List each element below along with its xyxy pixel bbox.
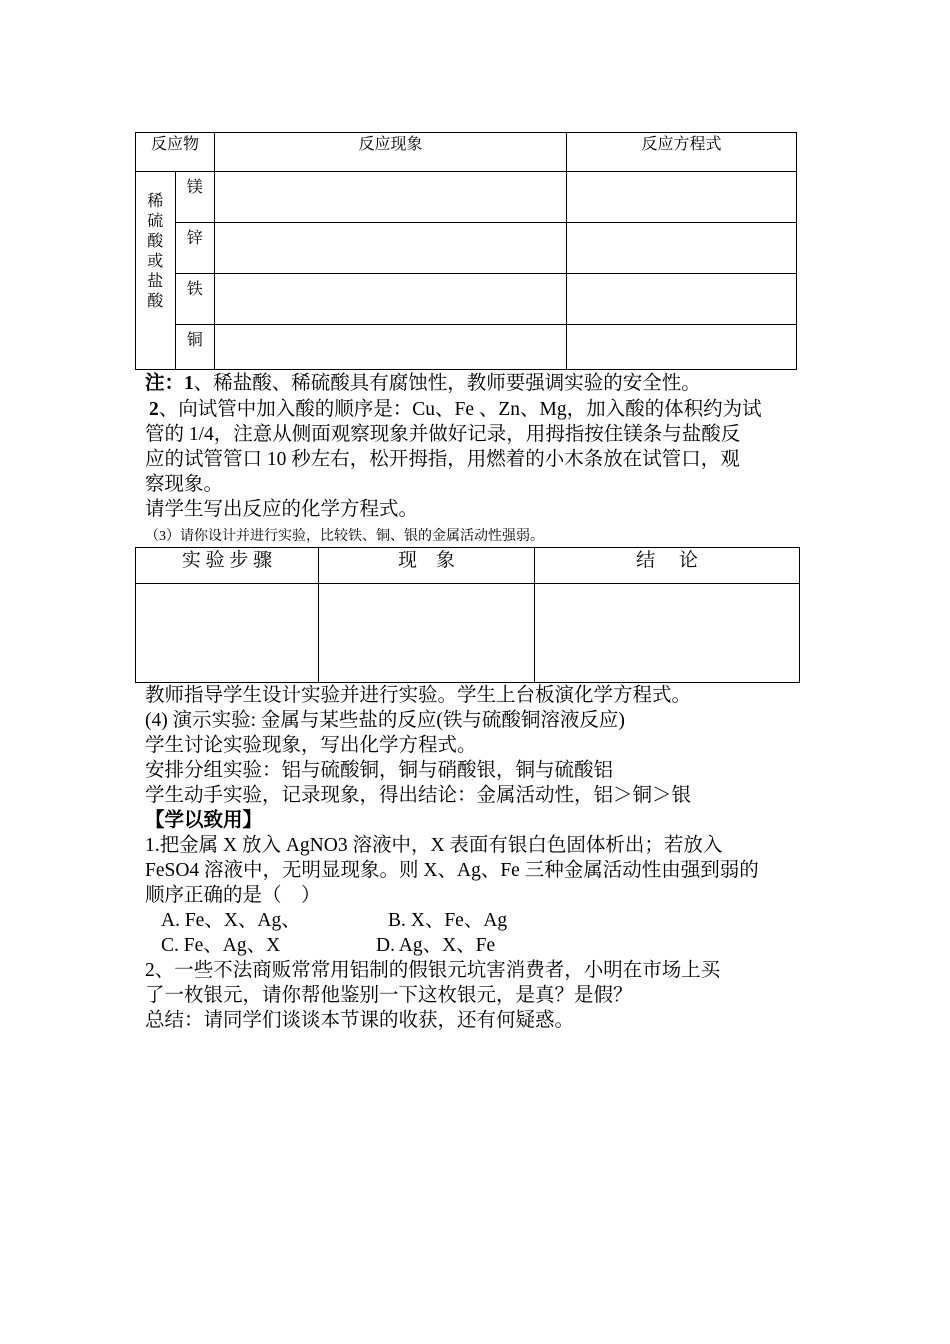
option-b: B. X、Fe、Ag [388, 910, 508, 931]
q1-line-3: 顺序正确的是（ ） [145, 885, 321, 906]
note-line-1: 注：1、稀盐酸、稀硫酸具有腐蚀性，教师要强调实验的安全性。 [145, 373, 701, 394]
cell-equation[interactable] [567, 274, 797, 325]
option-d: D. Ag、X、Fe [376, 935, 496, 956]
reactant-acid-label: 稀 硫 酸 或 盐 酸 [136, 172, 176, 370]
cell-equation[interactable] [567, 172, 797, 223]
metal-zinc: 锌 [175, 223, 215, 274]
experiment-table [135, 547, 800, 683]
metal-iron: 铁 [175, 274, 215, 325]
q1-line-2: FeSO4 溶液中，无明显现象。则 X、Ag、Fe 三种金属活动性由强到弱的 [145, 860, 759, 881]
option-c: C. Fe、Ag、X [161, 935, 281, 956]
cell-phenomenon[interactable] [215, 172, 567, 223]
cell-equation[interactable] [567, 325, 797, 370]
note-line-2: 2、向试管中加入酸的顺序是：Cu、Fe 、Zn、Mg，加入酸的体积约为试 [149, 399, 762, 420]
section-title: 【学以致用】 [145, 810, 263, 831]
header-reactant: 反应物 [136, 133, 215, 172]
q1-line-1: 1.把金属 X 放入 AgNO3 溶液中，X 表面有银白色固体析出；若放入 [145, 835, 723, 856]
note-line-6: 请学生写出反应的化学方程式。 [145, 499, 419, 520]
cell-phenomenon[interactable] [215, 274, 567, 325]
body-line-4: 安排分组实验：铝与硫酸铜，铜与硝酸银，铜与硫酸铝 [145, 760, 614, 781]
q2-line-2: 了一枚银元，请你帮他鉴别一下这枚银元，是真？是假？ [145, 985, 633, 1006]
note-line-4: 应的试管管口 10 秒左右，松开拇指，用燃着的小木条放在试管口，观 [145, 449, 740, 470]
note-line-3: 管的 1/4，注意从侧面观察现象并做好记录，用拇指按住镁条与盐酸反 [145, 424, 741, 445]
body-line-2: (4) 演示实验: 金属与某些盐的反应(铁与硫酸铜溶液反应) [145, 710, 625, 731]
cell-conclusion[interactable] [535, 584, 800, 683]
task-3: （3）请你设计并进行实验，比较铁、铜、银的金属活动性强弱。 [145, 529, 544, 544]
body-line-3: 学生讨论实验现象，写出化学方程式。 [145, 735, 477, 756]
cell-steps[interactable] [136, 584, 319, 683]
body-line-1: 教师指导学生设计实验并进行实验。学生上台板演化学方程式。 [145, 685, 692, 706]
cell-phenomenon[interactable] [215, 223, 567, 274]
header-phenomenon: 现 象 [319, 548, 535, 584]
reaction-table [135, 132, 797, 370]
metal-copper: 铜 [175, 325, 215, 370]
header-equation: 反应方程式 [567, 133, 797, 172]
header-steps: 实 验 步 骤 [136, 548, 319, 584]
header-phenomenon: 反应现象 [215, 133, 567, 172]
summary: 总结：请同学们谈谈本节课的收获，还有何疑惑。 [145, 1010, 575, 1031]
cell-equation[interactable] [567, 223, 797, 274]
cell-phenomenon[interactable] [319, 584, 535, 683]
q2-line-1: 2、一些不法商贩常常用铝制的假银元坑害消费者，小明在市场上买 [145, 960, 721, 981]
note-line-5: 察现象。 [145, 474, 224, 495]
option-a: A. Fe、X、Ag、 [161, 910, 301, 931]
body-line-5: 学生动手实验，记录现象，得出结论：金属活动性，铝＞铜＞银 [145, 785, 692, 806]
metal-magnesium: 镁 [175, 172, 215, 223]
cell-phenomenon[interactable] [215, 325, 567, 370]
header-conclusion: 结 论 [535, 548, 800, 584]
